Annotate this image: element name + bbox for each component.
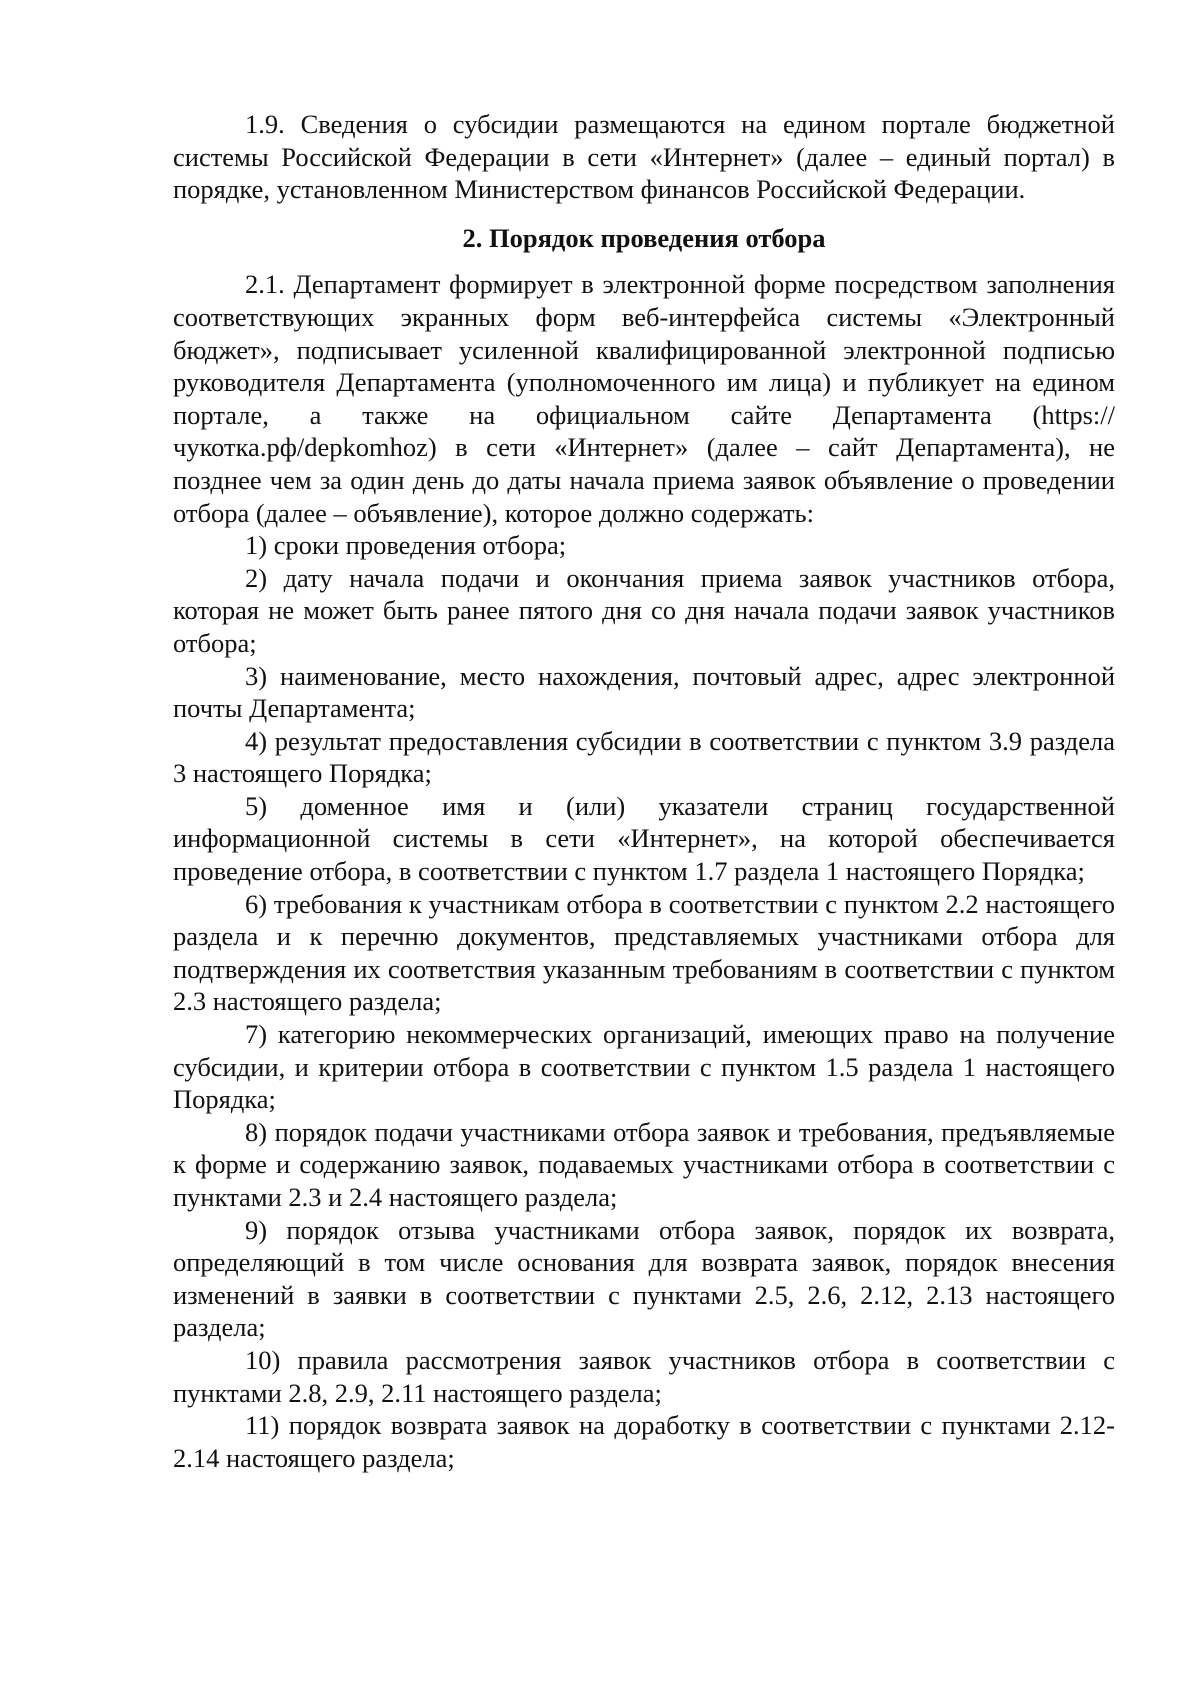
list-item-8: 8) порядок подачи участниками отбора заявок и требования, предъявляемые к форме и содержанию заявок, подаваемых участниками отбора в соответствии с пунктами 2.3 и 2.4 настоящего раздела;	[173, 1116, 1115, 1212]
section-heading: 2. Порядок проведения отбора	[462, 222, 826, 253]
list-item-11: 11) порядок возврата заявок на доработку в соответствии с пунктами 2.12-2.14 настоящего раздела;	[173, 1410, 1115, 1473]
list-item-2: 2) дату начала подачи и окончания приема заявок участников отбора, которая не может быть ранее пятого дня со дня начала подачи заявок участников отбора;	[173, 562, 1115, 658]
list-item-10: 10) правила рассмотрения заявок участников отбора в соответствии с пунктами 2.8, 2.9, 2.11 настоящего раздела;	[173, 1344, 1115, 1408]
document-page	[173, 108, 1115, 1474]
list-item-6: 6) требования к участникам отбора в соответствии с пунктом 2.2 настоящего раздела и к перечню документов, представляемых участниками отбора для подтверждения их соответствия указанным требованиям в соответствии с пунктом 2.3 настоящего раздела;	[173, 888, 1115, 1017]
list-item-1: 1) сроки проведения отбора;	[245, 530, 567, 561]
list-item-7: 7) категорию некоммерческих организаций, имеющих право на получение субсидии, и критерии отбора в соответствии с пунктом 1.5 раздела 1 настоящего Порядка;	[173, 1019, 1115, 1115]
list-item-4: 4) результат предоставления субсидии в соответствии с пунктом 3.9 раздела 3 настоящего Порядка;	[173, 725, 1115, 789]
list-item-3: 3) наименование, место нахождения, почтовый адрес, адрес электронной почты Департамента;	[173, 660, 1115, 724]
paragraph-2-1: 2.1. Департамент формирует в электронной форме посредством заполнения соответствующих экранных форм веб-интерфейса системы «Электронный бюджет», подписывает усиленной квалифицированной электронной подписью руководителя Департамента (уполномоченного им лица) и публикует на едином портале, а также на официальном сайте Департамента (https://чукотка.рф/depkomhoz) в сети «Интернет» (далее – сайт Департамента), не позднее чем за один день до даты начала приема заявок объявление о проведении отбора (далее – объявление), которое должно содержать:	[173, 269, 1115, 528]
list-item-5: 5) доменное имя и (или) указатели страниц государственной информационной системы в сети «Интернет», на которой обеспечивается проведение отбора, в соответствии с пунктом 1.7 раздела 1 настоящего Порядка;	[173, 790, 1115, 887]
intro-paragraph: 1.9. Сведения о субсидии размещаются на едином портале бюджетной системы Российской Федерации в сети «Интернет» (далее – единый портал) в порядке, установленном Министерством финансов Российской Федерации.	[173, 109, 1115, 205]
list-item-9: 9) порядок отзыва участниками отбора заявок, порядок их возврата, определяющий в том числе основания для возврата заявок, порядок внесения изменений в заявки в соответствии с пунктами 2.5, 2.6, 2.12, 2.13 настоящего раздела;	[173, 1214, 1115, 1343]
